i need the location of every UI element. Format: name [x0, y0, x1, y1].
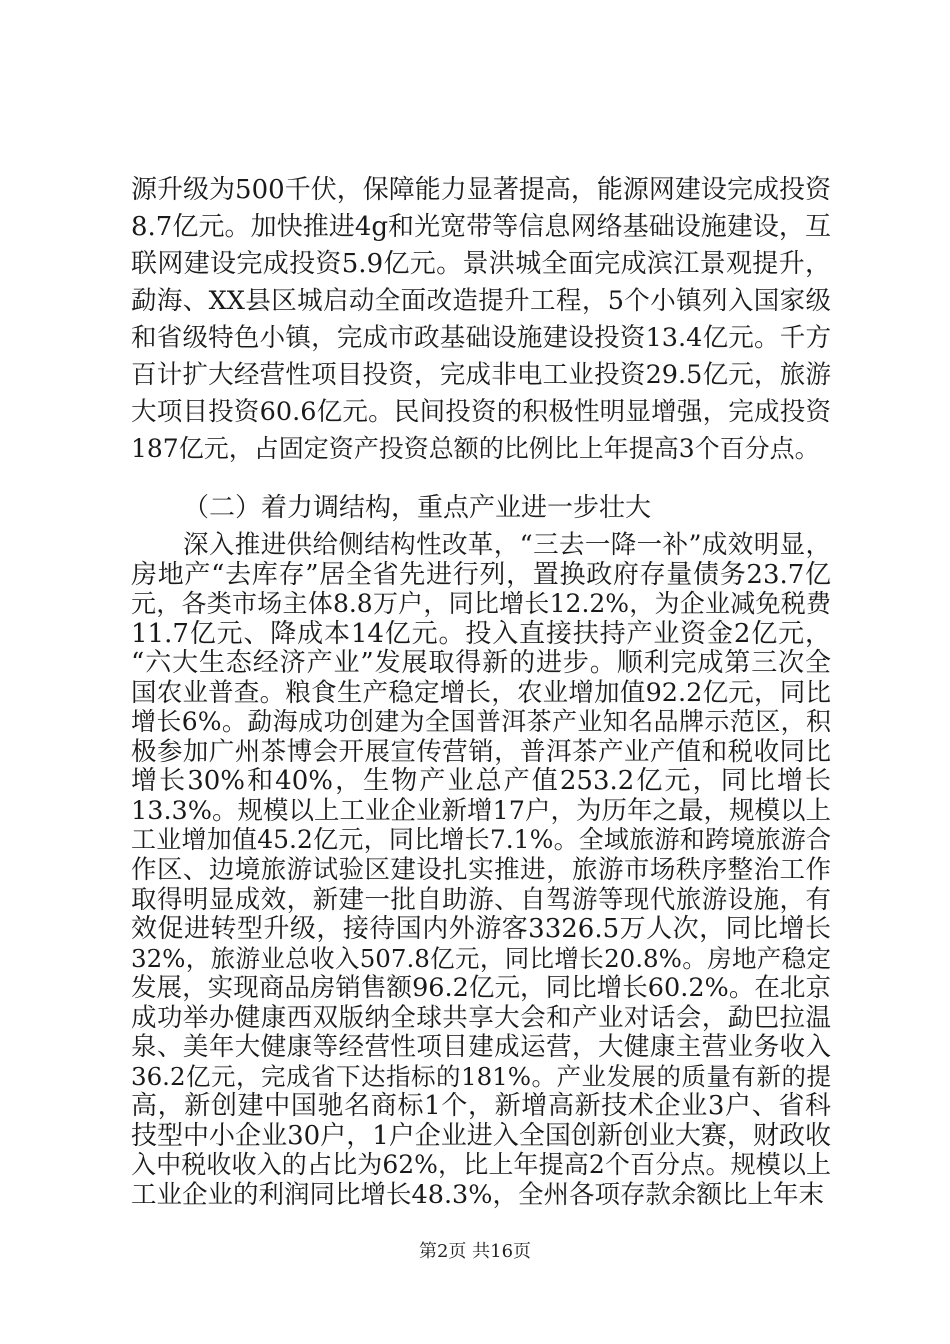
- text-line: 元，各类市场主体8.8万户，同比增长12.2%，为企业减免税费: [131, 589, 831, 618]
- text-line: 11.7亿元、降成本14亿元。投入直接扶持产业资金2亿元，: [131, 619, 831, 649]
- text-line: 13.3%。规模以上工业企业新增17户，为历年之最，规模以上: [131, 796, 831, 826]
- text-line: 作区、边境旅游试验区建设扎实推进，旅游市场秩序整治工作: [131, 855, 831, 885]
- text-line: 187亿元，占固定资产投资总额的比例比上年提高3个百分点。: [131, 434, 820, 463]
- text-line: 成功举办健康西双版纳全球共享大会和产业对话会，勐巴拉温: [131, 1003, 831, 1033]
- text-line: 勐海、XX县区城启动全面改造提升工程，5个小镇列入国家级: [131, 286, 831, 316]
- text-line: “六大生态经济产业”发展取得新的进步。顺利完成第三次全: [131, 648, 831, 678]
- text-line: 国农业普查。粮食生产稳定增长，农业增加值92.2亿元，同比: [131, 678, 831, 708]
- text-line: 工业企业的利润同比增长48.3%，全州各项存款余额比上年末: [131, 1180, 825, 1210]
- page-footer: 第2页 共16页: [418, 1241, 532, 1262]
- text-line: 取得明显成效，新建一批自助游、自驾游等现代旅游设施，有: [131, 885, 831, 915]
- text-line: 百计扩大经营性项目投资，完成非电工业投资29.5亿元，旅游: [131, 360, 831, 390]
- text-line: 和省级特色小镇，完成市政基础设施建设投资13.4亿元。千方: [131, 323, 831, 353]
- text-line: 源升级为500千伏，保障能力显著提高，能源网建设完成投资: [131, 175, 831, 205]
- text-line: 泉、美年大健康等经营性项目建成运营，大健康主营业务收入: [131, 1032, 831, 1062]
- text-line: 深入推进供给侧结构性改革，“三去一降一补”成效明显，: [183, 530, 831, 560]
- text-line: 极参加广州茶博会开展宣传营销，普洱茶产业产值和税收同比: [131, 737, 831, 767]
- text-line: 房地产“去库存”居全省先进行列，置换政府存量债务23.7亿: [131, 560, 831, 590]
- text-line: 效促进转型升级，接待国内外游客3326.5万人次，同比增长: [131, 914, 831, 944]
- text-line: 联网建设完成投资5.9亿元。景洪城全面完成滨江景观提升，: [131, 249, 831, 279]
- section-heading: （二）着力调结构，重点产业进一步壮大: [183, 493, 652, 523]
- text-line: 入中税收收入的占比为62%，比上年提高2个百分点。规模以上: [131, 1150, 831, 1179]
- text-line: 技型中小企业30户，1户企业进入全国创新创业大赛，财政收: [131, 1121, 831, 1151]
- text-line: 32%，旅游业总收入507.8亿元，同比增长20.8%。房地产稳定: [131, 944, 831, 973]
- text-line: 工业增加值45.2亿元，同比增长7.1%。全域旅游和跨境旅游合: [131, 825, 831, 854]
- text-line: 发展，实现商品房销售额96.2亿元，同比增长60.2%。在北京: [131, 973, 831, 1003]
- text-line: 大项目投资60.6亿元。民间投资的积极性明显增强，完成投资: [131, 397, 831, 427]
- text-line: 增长30%和40%，生物产业总产值253.2亿元，同比增长: [131, 766, 831, 796]
- text-line: 高，新创建中国驰名商标1个，新增高新技术企业3户、省科: [131, 1091, 831, 1121]
- text-line: 36.2亿元，完成省下达指标的181%。产业发展的质量有新的提: [131, 1062, 831, 1091]
- text-line: 8.7亿元。加快推进4g和光宽带等信息网络基础设施建设，互: [131, 212, 831, 242]
- text-line: 增长6%。勐海成功创建为全国普洱茶产业知名品牌示范区，积: [131, 707, 831, 736]
